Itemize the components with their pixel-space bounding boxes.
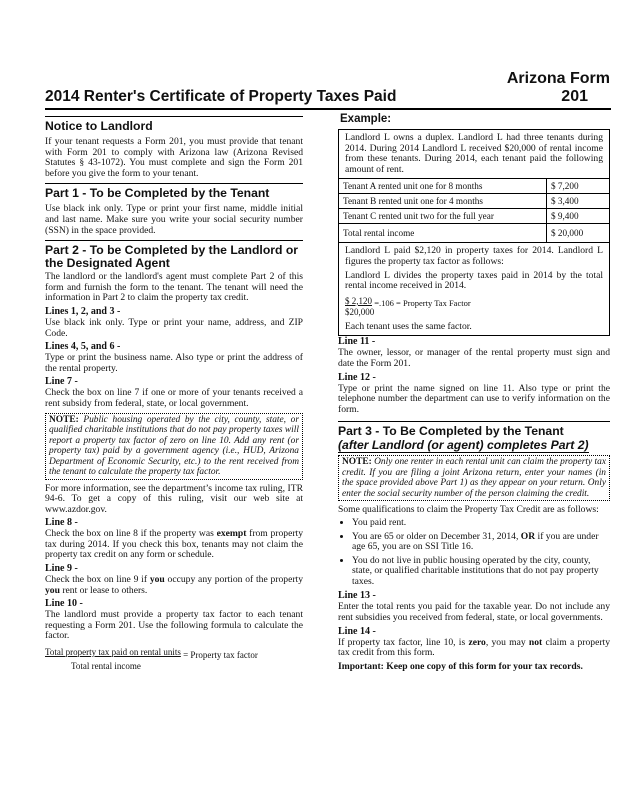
line11-heading: Line 11 - xyxy=(338,336,376,348)
row-amount: $ 9,400 xyxy=(547,209,610,224)
line12-text: Type or print the name signed on line 11. Also type or print the telephone number the department can use to verify information on the form. xyxy=(338,382,610,415)
part3-heading xyxy=(338,421,610,452)
right-column xyxy=(338,113,610,672)
notice-heading: Notice to Landlord xyxy=(45,116,303,133)
table-row xyxy=(339,209,609,224)
formula-denominator: Total rental income xyxy=(71,661,141,672)
lines-123-text: Use black ink only. Type or print your name, address, and ZIP Code. xyxy=(45,316,303,339)
list-item: • You do not live in public housing operated by the city, county, state, or qualified charitable institutions that do not pay property taxes. xyxy=(352,556,610,588)
calc-result: =.106 = Property Tax Factor xyxy=(374,297,471,308)
note-label: NOTE: xyxy=(342,457,372,468)
example-same-factor: Each tenant uses the same factor. xyxy=(345,320,472,332)
public-housing-note xyxy=(45,413,303,480)
row-label: Total rental income xyxy=(339,224,547,243)
line9-text: Check the box on line 9 if you occupy any portion of the property you rent or lease to others. xyxy=(45,574,304,596)
example-title: Example: xyxy=(340,113,392,125)
more-info-text: For more information, see the department’s income tax ruling, ITR 94-6. To get a copy of this ruling, visit our web site at www.azdor.gov. xyxy=(45,482,303,515)
example-intro: Landlord L owns a duplex. Landlord L had three tenants during 2014. During 2014 Landlord L received $20,000 of rental income from these tenants. During 2014, each tenant paid the following amount of rent. xyxy=(345,132,603,175)
example-divide: Landlord L divides the property taxes paid in 2014 by the total rental income received in 2014. xyxy=(345,269,603,292)
left-column xyxy=(45,116,303,672)
row-label: Tenant B rented unit one for 4 months xyxy=(339,194,547,209)
joint-return-note xyxy=(338,455,610,501)
lines-123-heading: Lines 1, 2, and 3 - xyxy=(45,305,121,317)
part1-text: Use black ink only. Type or print your first name, middle initial and last name. Make sure you write your social security number (SSN) in the space provided. xyxy=(45,203,303,236)
part2-heading: Part 2 - To be Completed by the Landlord or the Designated Agent xyxy=(45,240,303,270)
line13-heading: Line 13 - xyxy=(338,590,376,602)
formula-result: = Property tax factor xyxy=(183,650,258,661)
list-item: • You paid rent. xyxy=(352,518,610,529)
line9-heading: Line 9 - xyxy=(45,563,78,575)
formula-numerator: Total property tax paid on rental units xyxy=(45,647,181,658)
part3-subtitle: (after Landlord (or agent) completes Part 2) xyxy=(338,438,589,453)
example-tax-paid: Landlord L paid $2,120 in property taxes for 2014. Landlord L figures the property tax factor as follows: xyxy=(345,245,603,267)
title-rule xyxy=(45,108,611,110)
line10-heading: Line 10 - xyxy=(45,598,83,610)
row-amount: $ 20,000 xyxy=(547,224,610,243)
list-item: • You are 65 or older on December 31, 2014, OR if you are under age 65, you are on SSI Title 16. xyxy=(352,532,610,553)
row-label: Tenant A rented unit one for 8 months xyxy=(339,179,547,194)
part2-text: The landlord or the landlord's agent must complete Part 2 of this form and furnish the form to the tenant. The tenant will need the information in Part 2 to claim the property tax credit. xyxy=(45,271,303,304)
qualifications-intro: Some qualifications to claim the Property Tax Credit are as follows: xyxy=(338,504,599,516)
lines-456-text: Type or print the business name. Also type or print the address of the rental property. xyxy=(45,352,303,374)
part1-heading: Part 1 - To be Completed by the Tenant xyxy=(45,183,303,200)
row-amount: $ 3,400 xyxy=(547,194,610,209)
rent-table xyxy=(339,178,609,243)
line8-text: Check the box on line 8 if the property was exempt from property tax during 2014. If you check this box, tenants may not claim the property tax credit on any form or schedule. xyxy=(45,528,303,561)
note-text: Public housing operated by the city, county, state, or qualified charitable institutions that do not pay property taxes will report a property tax factor of zero on line 10. Add any rent (or property tax) paid by a government agency (i.e., HUD, Arizona Department of Economic Security, etc.) to the rent received from the tenant to calculate the property tax factor. xyxy=(49,414,300,477)
part3-title: Part 3 - To Be Completed by the Tenant xyxy=(338,424,564,439)
table-row xyxy=(339,194,609,209)
table-row xyxy=(339,224,609,243)
example-box xyxy=(338,129,610,336)
table-row xyxy=(339,179,609,194)
calc-denominator: $20,000 xyxy=(345,306,375,317)
form-number-value: 201 xyxy=(561,88,588,105)
line13-text: Enter the total rents you paid for the taxable year. Do not include any rent subsidies you received from federal, state, or local governments. xyxy=(338,601,610,624)
line12-heading: Line 12 - xyxy=(338,371,376,383)
line10-text: The landlord must provide a property tax factor to each tenant requesting a Form 201. Use the following formula to calculate the factor. xyxy=(45,609,303,642)
line8-heading: Line 8 - xyxy=(45,517,78,529)
example-calculation xyxy=(345,296,603,318)
line7-heading: Line 7 - xyxy=(45,376,78,388)
form-label: Arizona Form xyxy=(506,70,610,87)
note-label: NOTE: xyxy=(49,414,79,425)
document-title: 2014 Renter's Certificate of Property Taxes Paid xyxy=(45,88,397,105)
notice-text: If your tenant requests a Form 201, you must provide that tenant with Form 201 to comply with Arizona law (Arizona Revised Statutes § 43-1072). You must complete and sign the Form 201 before you give the form to your tenant. xyxy=(45,136,303,179)
line7-text: Check the box on line 7 if one or more of your tenants received a rent subsidy from federal, state, or local government. xyxy=(45,387,303,409)
row-amount: $ 7,200 xyxy=(547,179,610,194)
form-number xyxy=(484,70,610,106)
line11-text: The owner, lessor, or manager of the rental property must sign and date the Form 201. xyxy=(338,347,610,369)
lines-456-heading: Lines 4, 5, and 6 - xyxy=(45,341,121,353)
note-text: Only one renter in each rental unit can claim the property tax credit. If you are filing a joint Arizona return, enter your names (in the space provided above Part 1) as they appear on your return. Only enter the social security number of the person claiming the credit. xyxy=(342,457,607,499)
line14-heading: Line 14 - xyxy=(338,625,376,637)
tax-factor-formula xyxy=(45,647,303,672)
qualifications-list xyxy=(338,518,610,588)
calc-numerator: $ 2,120 xyxy=(345,295,372,306)
row-label: Tenant C rented unit two for the full year xyxy=(339,209,547,224)
important-note: Important: Keep one copy of this form for your tax records. xyxy=(338,660,583,672)
line14-text: If property tax factor, line 10, is zero, you may not claim a property tax credit from this form. xyxy=(338,636,611,659)
